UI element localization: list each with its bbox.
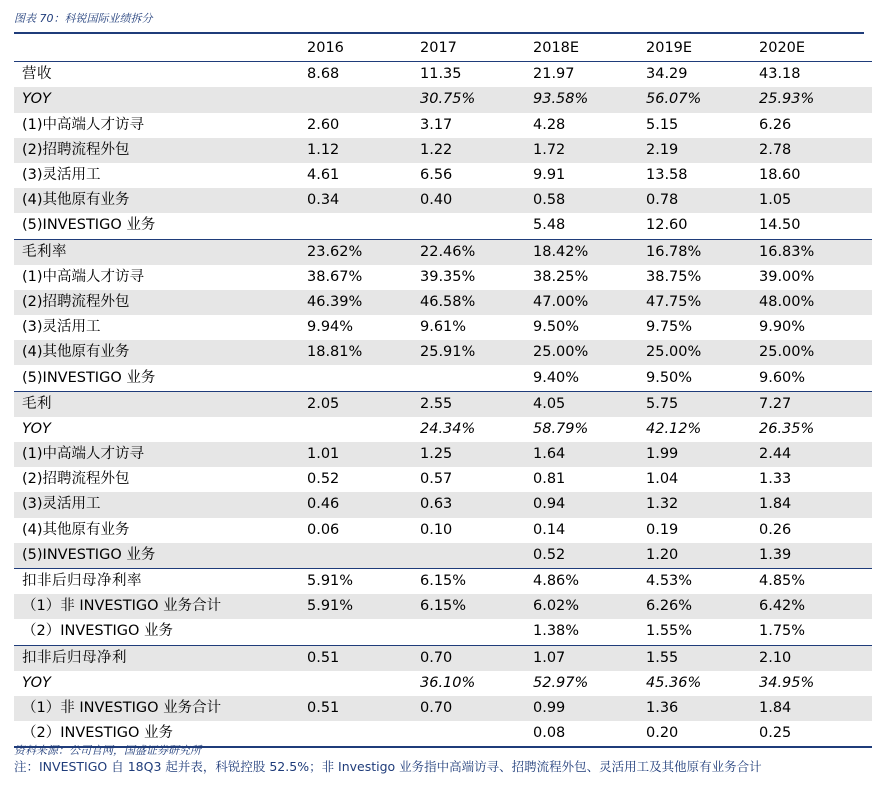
value-cell: 1.22 [420, 138, 533, 163]
value-cell: 58.79% [533, 420, 589, 437]
value-cell: 25.00% [646, 340, 759, 365]
value-cell: 4.85% [759, 568, 872, 594]
value-cell: 0.26 [759, 521, 792, 538]
value-cell: 1.25 [420, 442, 533, 467]
row-label: (5)INVESTIGO 业务 [14, 543, 307, 569]
value-cell: 9.90% [759, 319, 806, 336]
value-cell: 2.10 [759, 645, 872, 671]
header-cell: 2018E [533, 36, 646, 62]
value-cell: 56.07% [646, 87, 759, 112]
value-cell: 1.07 [533, 645, 646, 671]
value-cell: 1.04 [646, 471, 679, 488]
row-label: 扣非后归母净利 [14, 645, 307, 671]
value-cell [420, 213, 533, 239]
value-cell: 1.75% [759, 623, 806, 640]
table-row [14, 568, 872, 594]
value-cell: 2.05 [307, 391, 420, 417]
value-cell [307, 87, 420, 112]
value-cell: 38.25% [533, 268, 589, 285]
row-label: 毛利 [14, 391, 307, 417]
value-cell: 25.00% [759, 340, 872, 365]
value-cell: 2.78 [759, 138, 872, 163]
value-cell: 9.91 [533, 167, 566, 184]
value-cell: 0.10 [420, 521, 453, 538]
value-cell: 0.14 [533, 521, 566, 538]
value-cell: 1.72 [533, 138, 646, 163]
value-cell: 46.58% [420, 290, 533, 315]
value-cell: 25.00% [533, 340, 646, 365]
row-label: (1)中高端人才访寻 [22, 116, 145, 133]
row-label: （1）非 INVESTIGO 业务合计 [14, 696, 307, 721]
value-cell: 1.12 [307, 138, 420, 163]
value-cell: 23.62% [307, 239, 420, 265]
row-label: (1)中高端人才访寻 [22, 268, 145, 285]
header-cell: 2016 [307, 36, 420, 62]
value-cell: 9.60% [759, 369, 806, 386]
value-cell: 1.39 [759, 543, 872, 569]
value-cell: 9.75% [646, 319, 693, 336]
value-cell [307, 543, 420, 569]
value-cell: 2.55 [420, 391, 533, 417]
value-cell: 1.38% [533, 623, 580, 640]
value-cell: 45.36% [646, 674, 702, 691]
table-row [14, 518, 872, 543]
table-row [14, 645, 872, 671]
value-cell [307, 365, 420, 391]
value-cell: 5.91% [307, 568, 420, 594]
table-row [14, 62, 872, 88]
value-cell: 3.17 [420, 116, 453, 133]
value-cell: 47.75% [646, 290, 759, 315]
value-cell: 0.58 [533, 188, 646, 213]
table-row [14, 290, 872, 315]
value-cell: 6.02% [533, 594, 646, 619]
row-label: (5)INVESTIGO 业务 [22, 369, 156, 386]
row-label: YOY [22, 420, 51, 437]
value-cell: 42.12% [646, 420, 702, 437]
value-cell: 1.33 [759, 471, 792, 488]
table-row [14, 619, 872, 645]
value-cell: 5.75 [646, 391, 759, 417]
value-cell: 0.63 [420, 492, 533, 517]
value-cell: 0.57 [420, 471, 453, 488]
value-cell: 12.60 [646, 217, 688, 234]
value-cell [420, 721, 533, 747]
value-cell: 39.00% [759, 268, 815, 285]
value-cell: 0.08 [533, 721, 646, 747]
row-label: （2）INVESTIGO 业务 [22, 623, 174, 640]
value-cell: 0.06 [307, 521, 340, 538]
table-row [14, 265, 872, 290]
value-cell: 7.27 [759, 391, 872, 417]
value-cell: 38.67% [307, 268, 363, 285]
value-cell: 39.35% [420, 268, 476, 285]
value-cell: 0.78 [646, 188, 759, 213]
figure-caption: 图表 70：科锐国际业绩拆分 [14, 12, 153, 25]
value-cell: 1.84 [759, 492, 872, 517]
value-cell: 16.78% [646, 239, 759, 265]
value-cell: 0.52 [533, 543, 646, 569]
table-row [14, 239, 872, 265]
value-cell: 38.75% [646, 268, 702, 285]
value-cell: 0.51 [307, 645, 420, 671]
table-row [14, 87, 872, 112]
value-cell: 0.19 [646, 521, 679, 538]
value-cell: 2.19 [646, 138, 759, 163]
value-cell: 1.84 [759, 696, 872, 721]
table-row [14, 594, 872, 619]
performance-breakdown-table [14, 36, 872, 748]
value-cell: 48.00% [759, 290, 872, 315]
value-cell: 34.29 [646, 66, 688, 83]
table-row [14, 543, 872, 569]
value-cell: 25.93% [759, 87, 872, 112]
header-cell: 2020E [759, 36, 872, 62]
value-cell: 0.52 [307, 471, 340, 488]
row-label: (2)招聘流程外包 [22, 471, 130, 488]
value-cell: 6.56 [420, 167, 453, 184]
value-cell: 0.70 [420, 696, 533, 721]
row-label: (2)招聘流程外包 [14, 138, 307, 163]
table-row [14, 213, 872, 239]
value-cell: 6.26% [646, 594, 759, 619]
value-cell: 52.97% [533, 674, 589, 691]
value-cell: 0.34 [307, 188, 420, 213]
value-cell: 0.25 [759, 721, 872, 747]
value-cell [420, 543, 533, 569]
row-label: (4)其他原有业务 [14, 188, 307, 213]
value-cell: 13.58 [646, 167, 688, 184]
value-cell [307, 417, 420, 442]
value-cell: 1.55% [646, 623, 693, 640]
row-label: (4)其他原有业务 [22, 521, 130, 538]
table-row [14, 671, 872, 696]
row-label: (4)其他原有业务 [14, 340, 307, 365]
row-label: (5)INVESTIGO 业务 [22, 217, 156, 234]
value-cell: 0.81 [533, 471, 566, 488]
value-cell [307, 721, 420, 747]
value-cell: 0.51 [307, 696, 420, 721]
value-cell: 5.48 [533, 217, 566, 234]
value-cell: 43.18 [759, 66, 801, 83]
table-row [14, 113, 872, 138]
value-cell [307, 671, 420, 696]
table-row [14, 163, 872, 188]
row-label: YOY [14, 87, 307, 112]
value-cell: 25.91% [420, 340, 533, 365]
table-row [14, 492, 872, 517]
row-label: (1)中高端人才访寻 [14, 442, 307, 467]
table-row [14, 417, 872, 442]
value-cell [420, 619, 533, 645]
value-cell: 47.00% [533, 290, 646, 315]
value-cell: 11.35 [420, 66, 462, 83]
value-cell: 6.26 [759, 116, 792, 133]
value-cell: 24.34% [420, 420, 476, 437]
header-cell: 2017 [420, 36, 533, 62]
value-cell: 30.75% [420, 87, 533, 112]
value-cell: 4.05 [533, 391, 646, 417]
value-cell: 6.15% [420, 568, 533, 594]
value-cell: 21.97 [533, 66, 575, 83]
value-cell [420, 365, 533, 391]
value-cell: 9.40% [533, 369, 580, 386]
value-cell: 0.94 [533, 492, 646, 517]
row-label: 毛利率 [14, 239, 307, 265]
value-cell: 9.50% [533, 319, 580, 336]
table-row [14, 696, 872, 721]
value-cell: 16.83% [759, 239, 872, 265]
table-body [14, 62, 872, 748]
row-label: (3)灵活用工 [14, 492, 307, 517]
value-cell: 0.70 [420, 645, 533, 671]
value-cell [307, 213, 420, 239]
value-cell: 4.86% [533, 568, 646, 594]
value-cell: 2.60 [307, 116, 340, 133]
value-cell: 1.01 [307, 442, 420, 467]
footnote: 注：INVESTIGO 自 18Q3 起并表，科锐控股 52.5%；非 Investigo 业务指中高端访寻、招聘流程外包、灵活用工及其他原有业务合计 [14, 759, 762, 774]
value-cell: 9.50% [646, 369, 693, 386]
value-cell: 93.58% [533, 87, 646, 112]
value-cell: 5.91% [307, 594, 420, 619]
value-cell: 18.81% [307, 340, 420, 365]
value-cell: 14.50 [759, 217, 801, 234]
row-label: （1）非 INVESTIGO 业务合计 [14, 594, 307, 619]
row-label: 扣非后归母净利率 [14, 568, 307, 594]
value-cell: 5.15 [646, 116, 679, 133]
value-cell: 6.15% [420, 594, 533, 619]
table-row [14, 340, 872, 365]
value-cell: 1.20 [646, 543, 759, 569]
value-cell: 22.46% [420, 239, 533, 265]
value-cell: 0.40 [420, 188, 533, 213]
value-cell: 9.94% [307, 319, 354, 336]
value-cell: 1.99 [646, 442, 759, 467]
table-row [14, 138, 872, 163]
value-cell: 1.64 [533, 442, 646, 467]
value-cell: 4.28 [533, 116, 566, 133]
table-row [14, 365, 872, 391]
value-cell: 0.46 [307, 492, 420, 517]
value-cell: 8.68 [307, 66, 340, 83]
row-label: (2)招聘流程外包 [14, 290, 307, 315]
value-cell: 34.95% [759, 674, 815, 691]
value-cell: 36.10% [420, 674, 476, 691]
row-label: （2）INVESTIGO 业务 [14, 721, 307, 747]
value-cell: 1.36 [646, 696, 759, 721]
value-cell [307, 619, 420, 645]
table-row [14, 188, 872, 213]
value-cell: 4.61 [307, 167, 340, 184]
table-row [14, 315, 872, 340]
value-cell: 46.39% [307, 290, 420, 315]
value-cell: 4.53% [646, 568, 759, 594]
value-cell: 9.61% [420, 319, 467, 336]
value-cell: 0.99 [533, 696, 646, 721]
value-cell: 1.32 [646, 492, 759, 517]
top-rule [14, 32, 864, 34]
table-row [14, 467, 872, 492]
table-header-row [14, 36, 872, 62]
row-label: (3)灵活用工 [22, 167, 101, 184]
value-cell: 26.35% [759, 420, 815, 437]
table-row [14, 391, 872, 417]
value-cell: 1.55 [646, 645, 759, 671]
value-cell: 18.42% [533, 239, 646, 265]
value-cell: 0.20 [646, 721, 759, 747]
header-cell [14, 36, 307, 62]
value-cell: 2.44 [759, 442, 872, 467]
value-cell: 1.05 [759, 188, 872, 213]
row-label: (3)灵活用工 [22, 319, 101, 336]
header-cell: 2019E [646, 36, 759, 62]
value-cell: 6.42% [759, 594, 872, 619]
table-row [14, 442, 872, 467]
row-label: YOY [22, 674, 51, 691]
value-cell: 18.60 [759, 167, 801, 184]
source-note: 资料来源：公司官网，国盛证券研究所 [14, 744, 201, 757]
row-label: 营收 [22, 66, 52, 83]
